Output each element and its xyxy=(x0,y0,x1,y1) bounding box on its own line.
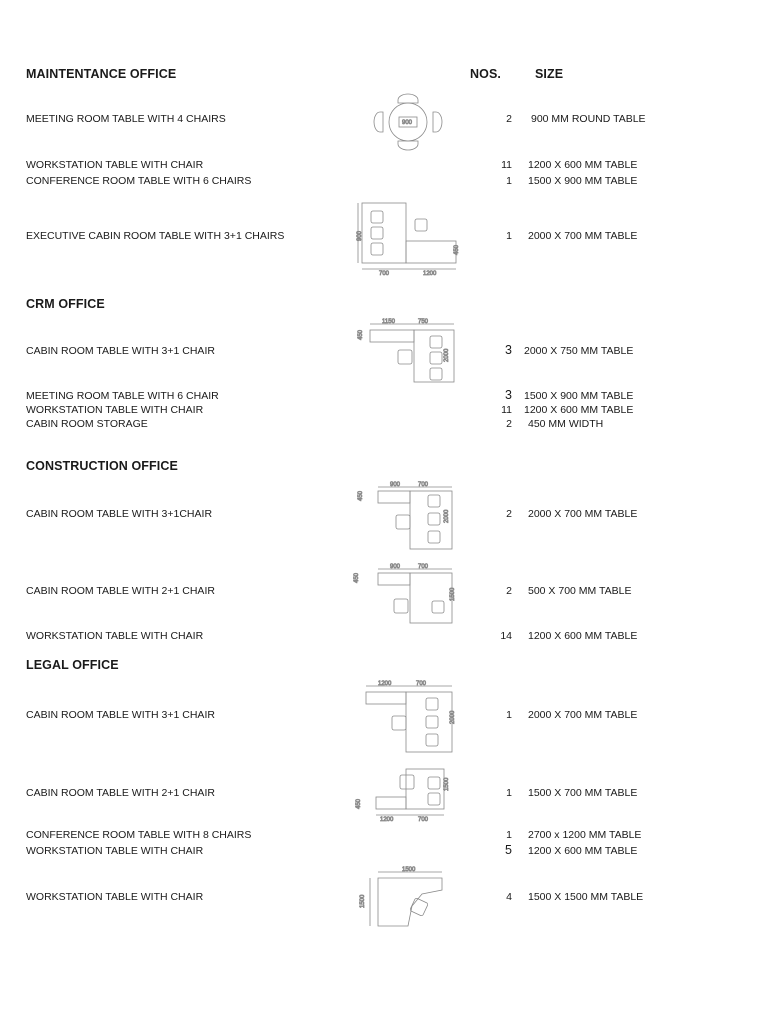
item-description: CABIN ROOM TABLE WITH 3+1 CHAIR xyxy=(26,345,215,357)
crm-cabin-drawing xyxy=(360,318,460,384)
construction-cabin-b-drawing xyxy=(356,563,464,627)
dimension-label: 900 xyxy=(402,120,413,126)
item-quantity: 11 xyxy=(501,159,512,171)
dimension-label: 2000 xyxy=(444,348,450,362)
item-description: CABIN ROOM TABLE WITH 2+1 CHAIR xyxy=(26,787,215,799)
item-size: 1500 X 900 MM TABLE xyxy=(528,175,638,187)
dimension-label: 1500 xyxy=(450,587,456,601)
item-quantity: 2 xyxy=(506,585,512,597)
item-size: 1500 X 1500 MM TABLE xyxy=(528,891,644,903)
dimension-label: 1200 xyxy=(378,681,392,687)
item-description: WORKSTATION TABLE WITH CHAIR xyxy=(26,891,204,903)
item-size: 2000 X 700 MM TABLE xyxy=(528,709,638,721)
item-description: EXECUTIVE CABIN ROOM TABLE WITH 3+1 CHAIRS xyxy=(26,230,285,242)
item-description: CONFERENCE ROOM TABLE WITH 6 CHAIRS xyxy=(26,175,252,187)
dimension-label: 900 xyxy=(357,230,363,241)
legal-cabin-a-drawing xyxy=(360,680,464,754)
item-size: 500 X 700 MM TABLE xyxy=(528,585,632,597)
item-size: 2000 X 750 MM TABLE xyxy=(524,345,634,357)
size-column-header: SIZE xyxy=(535,67,564,81)
round-table-drawing xyxy=(368,90,448,154)
item-description: CABIN ROOM STORAGE xyxy=(26,418,148,430)
construction-cabin-a-drawing xyxy=(358,483,462,551)
item-description: WORKSTATION TABLE WITH CHAIR xyxy=(26,845,204,857)
dimension-label: 2000 xyxy=(444,509,450,523)
item-size: 900 MM ROUND TABLE xyxy=(531,113,646,125)
section-heading-maintenance: MAINTENTANCE OFFICE xyxy=(26,67,177,81)
item-quantity: 2 xyxy=(506,508,512,520)
item-description: MEETING ROOM TABLE WITH 6 CHAIR xyxy=(26,390,219,402)
dimension-label: 700 xyxy=(379,271,390,277)
item-description: CABIN ROOM TABLE WITH 2+1 CHAIR xyxy=(26,585,215,597)
dimension-label: 750 xyxy=(418,319,429,325)
item-quantity: 1 xyxy=(506,787,512,799)
dimension-label: 900 xyxy=(390,482,401,488)
dimension-label: 450 xyxy=(358,329,364,340)
item-size: 1500 X 900 MM TABLE xyxy=(524,390,634,402)
item-quantity: 1 xyxy=(506,175,512,187)
dimension-label: 700 xyxy=(418,482,429,488)
item-description: MEETING ROOM TABLE WITH 4 CHAIRS xyxy=(26,113,226,125)
item-quantity: 3 xyxy=(505,343,512,357)
item-quantity: 4 xyxy=(506,891,512,903)
item-description: WORKSTATION TABLE WITH CHAIR xyxy=(26,159,204,171)
item-quantity: 5 xyxy=(505,843,512,857)
section-heading-legal: LEGAL OFFICE xyxy=(26,658,119,672)
item-size: 2000 X 700 MM TABLE xyxy=(528,508,638,520)
dimension-label: 1500 xyxy=(444,777,450,791)
dimension-label: 450 xyxy=(356,798,362,809)
dimension-label: 1200 xyxy=(423,271,437,277)
section-heading-construction: CONSTRUCTION OFFICE xyxy=(26,459,178,473)
corner-workstation-drawing xyxy=(362,864,452,930)
dimension-label: 900 xyxy=(390,564,401,570)
dimension-label: 1200 xyxy=(380,817,394,823)
item-size: 1500 X 700 MM TABLE xyxy=(528,787,638,799)
item-quantity: 3 xyxy=(505,388,512,402)
item-description: CABIN ROOM TABLE WITH 3+1 CHAIR xyxy=(26,709,215,721)
dimension-label: 2000 xyxy=(450,710,456,724)
dimension-label: 1150 xyxy=(382,319,395,325)
item-quantity: 1 xyxy=(506,829,512,841)
dimension-label: 700 xyxy=(416,681,427,687)
item-quantity: 2 xyxy=(506,418,512,430)
item-quantity: 11 xyxy=(501,404,512,416)
dimension-label: 450 xyxy=(358,490,364,501)
item-description: CABIN ROOM TABLE WITH 3+1CHAIR xyxy=(26,508,213,520)
dimension-label: 700 xyxy=(418,564,429,570)
item-quantity: 2 xyxy=(506,113,512,125)
nos-column-header: NOS. xyxy=(470,67,501,81)
dimension-label: 1500 xyxy=(402,867,416,873)
item-size: 1200 X 600 MM TABLE xyxy=(528,159,638,171)
item-quantity: 14 xyxy=(500,630,512,642)
item-size: 1200 X 600 MM TABLE xyxy=(528,845,638,857)
dimension-label: 450 xyxy=(354,572,360,583)
legal-cabin-b-drawing xyxy=(356,765,462,821)
dimension-label: 700 xyxy=(418,817,429,823)
item-size: 450 MM WIDTH xyxy=(528,418,604,430)
dimension-label: 450 xyxy=(454,244,460,255)
item-description: CONFERENCE ROOM TABLE WITH 8 CHAIRS xyxy=(26,829,252,841)
item-size: 2000 X 700 MM TABLE xyxy=(528,230,638,242)
item-quantity: 1 xyxy=(506,230,512,242)
section-heading-crm: CRM OFFICE xyxy=(26,297,105,311)
item-description: WORKSTATION TABLE WITH CHAIR xyxy=(26,630,204,642)
executive-cabin-drawing xyxy=(355,197,465,277)
dimension-label: 1500 xyxy=(360,894,366,908)
item-size: 1200 X 600 MM TABLE xyxy=(524,404,634,416)
item-quantity: 1 xyxy=(506,709,512,721)
item-description: WORKSTATION TABLE WITH CHAIR xyxy=(26,404,204,416)
item-size: 2700 x 1200 MM TABLE xyxy=(528,829,642,841)
item-size: 1200 X 600 MM TABLE xyxy=(528,630,638,642)
